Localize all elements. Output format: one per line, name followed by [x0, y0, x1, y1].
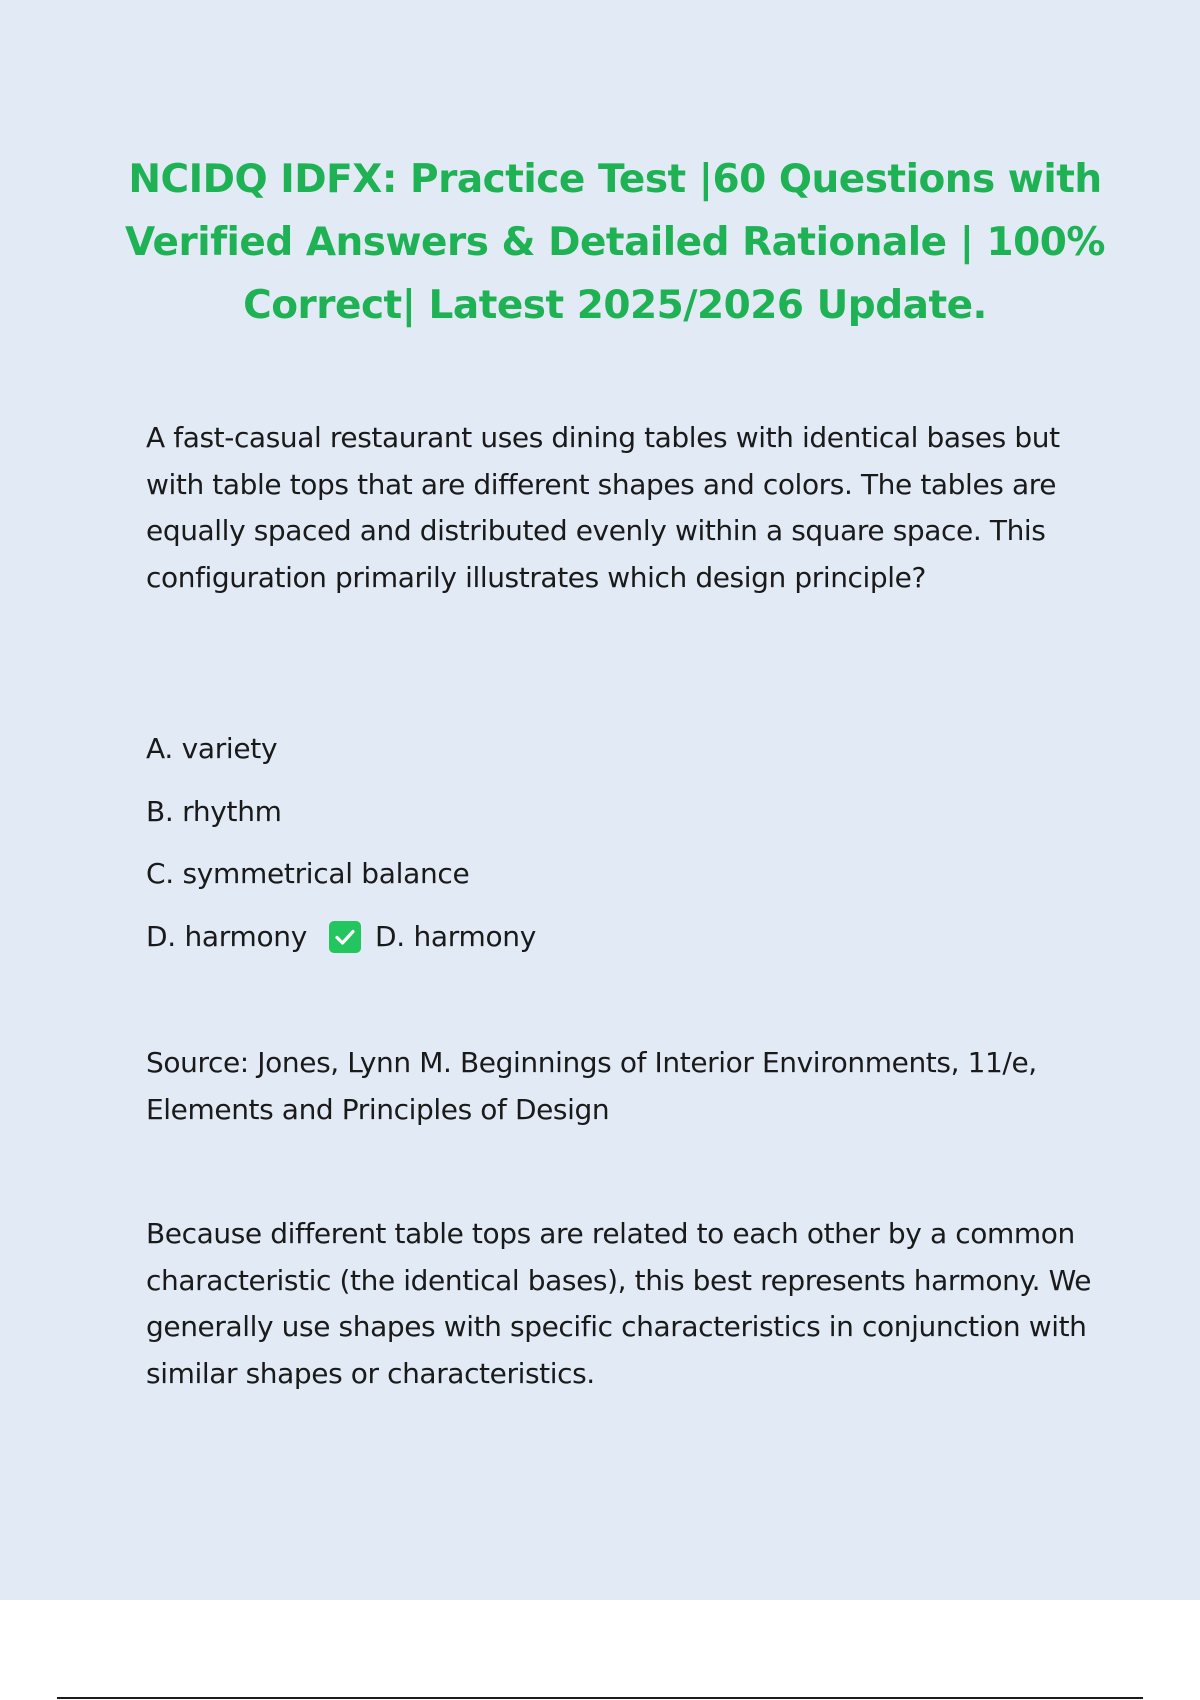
option-label: B. rhythm [146, 794, 282, 828]
option-b [146, 788, 1096, 851]
option-d [146, 913, 1096, 976]
question-text: A fast-casual restaurant uses dining tables with identical bases but with table tops that are different shapes and colors. The tables are equally spaced and distributed evenly within a square space. This configuration primarily illustrates which design principle? [146, 421, 1060, 594]
answer-options [146, 725, 1096, 975]
document-title: NCIDQ IDFX: Practice Test |60 Questions with Verified Answers & Detailed Rationale | 100% Correct| Latest 2025/2026 Update. [124, 157, 1106, 328]
footer-divider [57, 1697, 1143, 1699]
option-label: A. variety [146, 732, 278, 765]
option-label: C. symmetrical balance [146, 857, 470, 890]
check-mark-icon [329, 921, 361, 953]
source-citation: Source: Jones, Lynn M. Beginnings of Interior Environments, 11/e, Elements and Principles of Design [146, 1046, 1037, 1126]
option-c [146, 850, 1096, 913]
option-a [146, 725, 1096, 788]
rationale-text: Because different table tops are related to each other by a common characteristic (the identical bases), this best represents harmony. We generally use shapes with specific characteristics in conjunction with similar shapes or characteristics. [146, 1217, 1092, 1390]
correct-answer-text: D. harmony [375, 919, 537, 953]
option-label: D. harmony [146, 919, 308, 953]
